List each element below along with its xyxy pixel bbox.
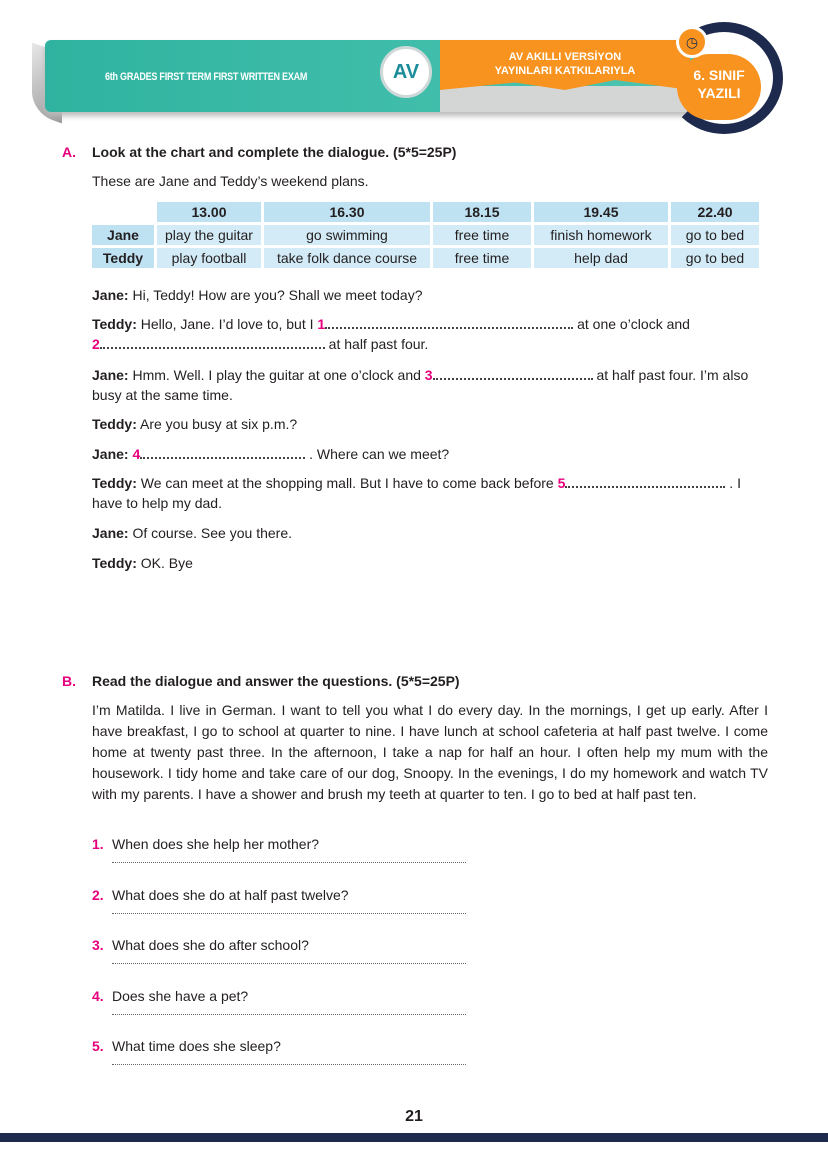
speaker: Teddy: [92,475,137,491]
question-text: What does she do at half past twelve? [112,887,349,903]
answer-blank-3[interactable] [433,368,593,380]
speaker: Jane: [92,287,129,303]
table-row [92,225,759,245]
table-cell: go to bed [671,248,759,268]
publisher-line-1: AV AKILLI VERSİYON [508,51,622,63]
table-cell: play the guitar [157,225,261,245]
dialogue-line [92,444,772,464]
line-text: Of course. See you there. [128,525,292,541]
answer-line[interactable] [112,913,466,914]
clock-icon: ◷ [676,26,708,58]
dialogue-line [92,523,772,543]
blank-number: 1 [317,316,326,332]
table-header: 19.45 [534,202,668,222]
question [92,988,248,1004]
question-number: 1. [92,836,104,852]
question-text: Does she have a pet? [112,988,249,1004]
answer-blank-1[interactable] [325,317,573,329]
grade-badge [677,54,761,120]
question [92,937,309,953]
speaker: Teddy: [92,555,137,571]
line-text: . I have to help my dad. [92,475,741,511]
answer-line[interactable] [112,1064,466,1065]
blank-number: 5 [557,475,566,491]
speaker: Jane: [92,367,129,383]
table-cell: play football [157,248,261,268]
question-number: 2. [92,887,104,903]
table-cell: take folk dance course [264,248,430,268]
table-cell: finish homework [534,225,668,245]
page-number: 21 [405,1108,423,1125]
publisher-text [460,50,670,78]
dialogue-line [92,285,772,305]
question [92,1038,281,1054]
answer-blank-2[interactable] [100,337,325,349]
plans-table [89,199,762,271]
exam-title: 6th GRADES FIRST TERM FIRST WRITTEN EXAM [105,71,308,83]
dialogue-line [92,365,772,405]
table-cell: go to bed [671,225,759,245]
row-name: Teddy [92,248,154,268]
speaker: Teddy: [92,416,137,432]
footer-bar [0,1133,828,1142]
speaker: Jane: [92,446,129,462]
table-cell: free time [433,225,531,245]
table-corner [92,202,154,222]
line-text: Hmm. Well. I play the guitar at one o’clock and [128,367,425,383]
answer-line[interactable] [112,1014,466,1015]
table-header: 16.30 [264,202,430,222]
publisher-logo: AV [380,46,432,98]
line-text: at half past four. [324,336,429,352]
line-text: OK. Bye [136,555,193,571]
table-cell: free time [433,248,531,268]
dialogue-line [92,473,772,513]
table-cell: help dad [534,248,668,268]
answer-line[interactable] [112,862,466,863]
table-header: 18.15 [433,202,531,222]
section-title: Read the dialogue and answer the questions. (5*5=25P) [92,673,460,689]
question [92,836,319,852]
reading-paragraph: I’m Matilda. I live in German. I want to tell you what I do every day. In the mornings, I get up early. After I have breakfast, I go to school at quarter to nine. I have lunch at school cafeteria at half past twelve. I come home at twenty past three. In the afternoon, I take a nap for half an hour. I often help my mum with the housework. I tidy home and take care of our dog, Snoopy. In the evenings, I do my homework and watch TV with my parents. I have a shower and brush my teeth at quarter to ten. I go to bed at half past ten. [92,702,768,802]
blank-number: 2 [92,336,100,352]
grade-line-1: 6. SINIF [693,67,745,83]
publisher-line-2: YAYINLARI KATKILARIYLA [494,65,636,77]
line-text: . Where can we meet? [305,446,450,462]
table-header: 22.40 [671,202,759,222]
blank-number: 4 [132,446,141,462]
section-a-heading [62,144,456,160]
line-text: at half past four. I’m also busy at the same time. [92,367,749,403]
question-number: 3. [92,937,104,953]
question-number: 4. [92,988,104,1004]
dialogue-line [92,553,772,573]
grade-line-2: YAZILI [697,85,741,101]
line-text: Hi, Teddy! How are you? Shall we meet today? [128,287,423,303]
speaker: Jane: [92,525,129,541]
question-text: What does she do after school? [112,937,309,953]
question-text: When does she help her mother? [112,836,320,852]
question-number: 5. [92,1038,104,1054]
question [92,887,349,903]
section-letter: A. [62,144,76,160]
line-text: Are you busy at six p.m.? [136,416,298,432]
table-cell: go swimming [264,225,430,245]
table-row [92,248,759,268]
line-text: We can meet at the shopping mall. But I have to come back before [136,475,558,491]
section-b-heading [62,673,460,689]
line-text: Hello, Jane. I’d love to, but I [136,316,318,332]
table-header-row [92,202,759,222]
section-letter: B. [62,673,76,689]
table-header: 13.00 [157,202,261,222]
answer-blank-5[interactable] [565,476,725,488]
section-a-intro: These are Jane and Teddy’s weekend plans. [92,173,369,189]
row-name: Jane [92,225,154,245]
dialogue-line [92,314,772,354]
question-text: What time does she sleep? [112,1038,281,1054]
answer-blank-4[interactable] [140,447,305,459]
dialogue-line [92,414,772,434]
speaker: Teddy: [92,316,137,332]
line-text: at one o’clock and [573,316,690,332]
blank-number: 3 [424,367,433,383]
answer-line[interactable] [112,963,466,964]
section-title: Look at the chart and complete the dialogue. (5*5=25P) [92,144,457,160]
